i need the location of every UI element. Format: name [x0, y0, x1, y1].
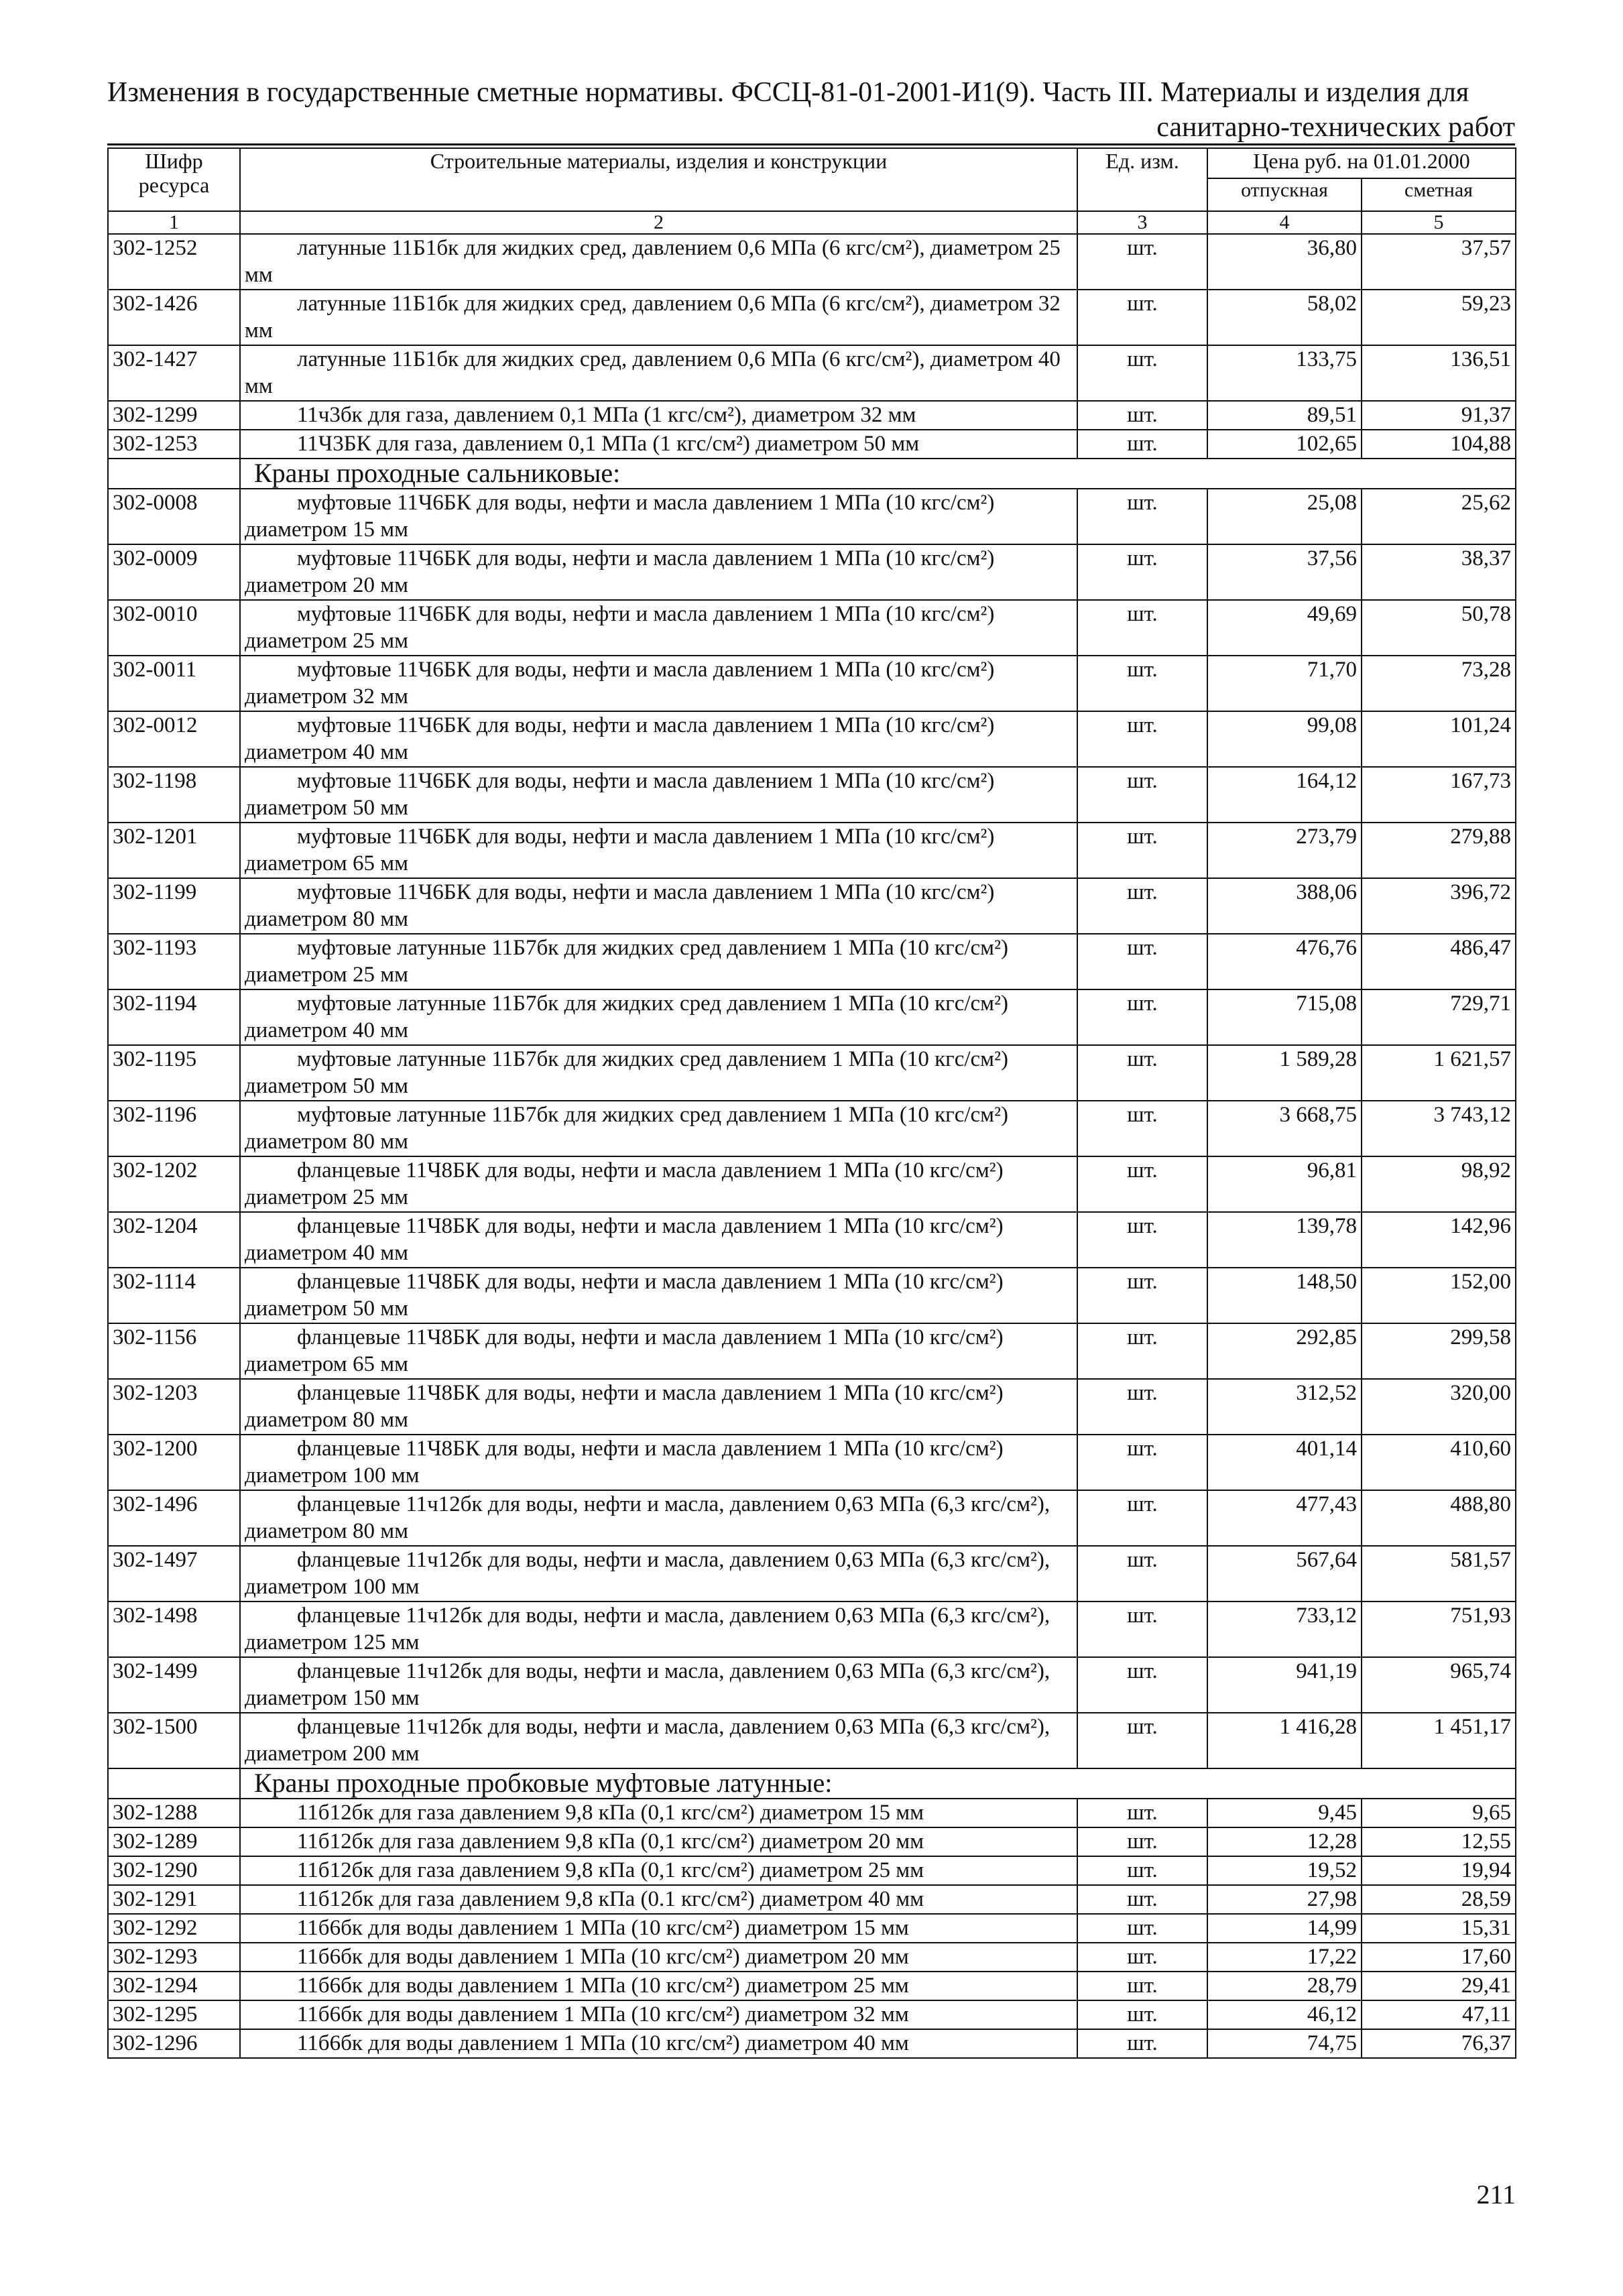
unit-of-measure: шт. — [1077, 1885, 1207, 1914]
table-row — [108, 934, 1516, 989]
unit-of-measure: шт. — [1077, 234, 1207, 290]
col-header-estimate: сметная — [1362, 178, 1516, 211]
material-name: фланцевые 11ч12бк для воды, нефти и масла, давлением 0,63 МПа (6,3 кгс/см²), диаметром 80 мм — [240, 1490, 1077, 1546]
material-name: муфтовые 11Ч6БК для воды, нефти и масла давлением 1 МПа (10 кгс/см²) диаметром 32 мм — [240, 656, 1077, 711]
resource-code: 302-1496 — [108, 1490, 240, 1546]
table-row — [108, 1602, 1516, 1657]
group-header-row — [108, 1768, 1516, 1799]
release-price: 941,19 — [1207, 1657, 1362, 1713]
table-row — [108, 1379, 1516, 1435]
estimate-price: 76,37 — [1362, 2029, 1516, 2058]
estimate-price: 152,00 — [1362, 1268, 1516, 1323]
material-name: 11б6бк для воды давлением 1 МПа (10 кгс/см²) диаметром 32 мм — [240, 2000, 1077, 2029]
estimate-price: 15,31 — [1362, 1914, 1516, 1943]
material-name: фланцевые 11ч12бк для воды, нефти и масла, давлением 0,63 МПа (6,3 кгс/см²), диаметром 100 мм — [240, 1546, 1077, 1602]
material-name: 11б12бк для газа давлением 9,8 кПа (0,1 кгс/см²) диаметром 15 мм — [240, 1799, 1077, 1827]
material-name: фланцевые 11Ч8БК для воды, нефти и масла давлением 1 МПа (10 кгс/см²) диаметром 50 мм — [240, 1268, 1077, 1323]
resource-code: 302-0008 — [108, 489, 240, 544]
material-name: 11б12бк для газа давлением 9,8 кПа (0.1 кгс/см²) диаметром 40 мм — [240, 1885, 1077, 1914]
resource-code: 302-1500 — [108, 1713, 240, 1768]
release-price: 36,80 — [1207, 234, 1362, 290]
table-row — [108, 1268, 1516, 1323]
release-price: 401,14 — [1207, 1435, 1362, 1490]
table-row — [108, 656, 1516, 711]
unit-of-measure: шт. — [1077, 1799, 1207, 1827]
unit-of-measure: шт. — [1077, 1435, 1207, 1490]
release-price: 37,56 — [1207, 544, 1362, 600]
release-price: 1 589,28 — [1207, 1045, 1362, 1101]
release-price: 477,43 — [1207, 1490, 1362, 1546]
resource-code: 302-1114 — [108, 1268, 240, 1323]
release-price: 476,76 — [1207, 934, 1362, 989]
col-number: 3 — [1077, 211, 1207, 234]
release-price: 27,98 — [1207, 1885, 1362, 1914]
column-number-row — [108, 211, 1516, 234]
resource-code: 302-1426 — [108, 290, 240, 345]
resource-code: 302-1156 — [108, 1323, 240, 1379]
unit-of-measure: шт. — [1077, 345, 1207, 401]
estimate-price: 965,74 — [1362, 1657, 1516, 1713]
unit-of-measure: шт. — [1077, 878, 1207, 934]
unit-of-measure: шт. — [1077, 1856, 1207, 1885]
material-name: муфтовые латунные 11Б7бк для жидких сред давлением 1 МПа (10 кгс/см²) диаметром 50 мм — [240, 1045, 1077, 1101]
unit-of-measure: шт. — [1077, 1602, 1207, 1657]
release-price: 102,65 — [1207, 430, 1362, 459]
resource-code: 302-1288 — [108, 1799, 240, 1827]
unit-of-measure: шт. — [1077, 767, 1207, 823]
resource-code: 302-1427 — [108, 345, 240, 401]
table-row — [108, 1799, 1516, 1827]
unit-of-measure: шт. — [1077, 656, 1207, 711]
release-price: 133,75 — [1207, 345, 1362, 401]
resource-code: 302-1295 — [108, 2000, 240, 2029]
material-name: муфтовые 11Ч6БК для воды, нефти и масла давлением 1 МПа (10 кгс/см²) диаметром 40 мм — [240, 711, 1077, 767]
table-row — [108, 1856, 1516, 1885]
header-rule — [107, 143, 1515, 145]
col-number: 5 — [1362, 211, 1516, 234]
material-name: муфтовые 11Ч6БК для воды, нефти и масла давлением 1 МПа (10 кгс/см²) диаметром 15 мм — [240, 489, 1077, 544]
estimate-price: 59,23 — [1362, 290, 1516, 345]
unit-of-measure: шт. — [1077, 1546, 1207, 1602]
material-name: фланцевые 11Ч8БК для воды, нефти и масла давлением 1 МПа (10 кгс/см²) диаметром 65 мм — [240, 1323, 1077, 1379]
table-row — [108, 1972, 1516, 2000]
resource-code: 302-1498 — [108, 1602, 240, 1657]
group-code-cell — [108, 1768, 240, 1799]
estimate-price: 410,60 — [1362, 1435, 1516, 1490]
col-header-code: Шифр ресурса — [108, 148, 240, 211]
unit-of-measure: шт. — [1077, 489, 1207, 544]
material-name: муфтовые латунные 11Б7бк для жидких сред давлением 1 МПа (10 кгс/см²) диаметром 40 мм — [240, 989, 1077, 1045]
table-row — [108, 489, 1516, 544]
resource-code: 302-0012 — [108, 711, 240, 767]
release-price: 74,75 — [1207, 2029, 1362, 2058]
resource-code: 302-1196 — [108, 1101, 240, 1156]
page-number: 211 — [1476, 2179, 1516, 2210]
unit-of-measure: шт. — [1077, 1827, 1207, 1856]
unit-of-measure: шт. — [1077, 1657, 1207, 1713]
material-name: фланцевые 11ч12бк для воды, нефти и масла, давлением 0,63 МПа (6,3 кгс/см²), диаметром 125 мм — [240, 1602, 1077, 1657]
estimate-price: 320,00 — [1362, 1379, 1516, 1435]
unit-of-measure: шт. — [1077, 1323, 1207, 1379]
unit-of-measure: шт. — [1077, 1212, 1207, 1268]
unit-of-measure: шт. — [1077, 401, 1207, 430]
release-price: 567,64 — [1207, 1546, 1362, 1602]
release-price: 58,02 — [1207, 290, 1362, 345]
unit-of-measure: шт. — [1077, 1943, 1207, 1972]
table-row — [108, 1914, 1516, 1943]
resource-code: 302-1497 — [108, 1546, 240, 1602]
unit-of-measure: шт. — [1077, 1045, 1207, 1101]
estimate-price: 98,92 — [1362, 1156, 1516, 1212]
group-title: Краны проходные пробковые муфтовые латунные: — [240, 1768, 1516, 1799]
release-price: 9,45 — [1207, 1799, 1362, 1827]
resource-code: 302-1292 — [108, 1914, 240, 1943]
resource-code: 302-1252 — [108, 234, 240, 290]
col-number: 4 — [1207, 211, 1362, 234]
estimate-price: 167,73 — [1362, 767, 1516, 823]
unit-of-measure: шт. — [1077, 1156, 1207, 1212]
release-price: 1 416,28 — [1207, 1713, 1362, 1768]
table-row — [108, 1212, 1516, 1268]
material-name: 11б12бк для газа давлением 9,8 кПа (0,1 кгс/см²) диаметром 20 мм — [240, 1827, 1077, 1856]
table-row — [108, 1885, 1516, 1914]
table-row — [108, 401, 1516, 430]
table-row — [108, 430, 1516, 459]
release-price: 19,52 — [1207, 1856, 1362, 1885]
release-price: 139,78 — [1207, 1212, 1362, 1268]
table-row — [108, 711, 1516, 767]
resource-code: 302-1253 — [108, 430, 240, 459]
table-row — [108, 1490, 1516, 1546]
resource-code: 302-1299 — [108, 401, 240, 430]
estimate-price: 142,96 — [1362, 1212, 1516, 1268]
resource-code: 302-1194 — [108, 989, 240, 1045]
group-header-row — [108, 459, 1516, 489]
release-price: 733,12 — [1207, 1602, 1362, 1657]
table-row — [108, 1943, 1516, 1972]
resource-code: 302-1195 — [108, 1045, 240, 1101]
resource-code: 302-1203 — [108, 1379, 240, 1435]
col-header-release: отпускная — [1207, 178, 1362, 211]
estimate-price: 1 621,57 — [1362, 1045, 1516, 1101]
unit-of-measure: шт. — [1077, 1379, 1207, 1435]
estimate-price: 299,58 — [1362, 1323, 1516, 1379]
resource-code: 302-1198 — [108, 767, 240, 823]
resource-code: 302-1296 — [108, 2029, 240, 2058]
table-row — [108, 1827, 1516, 1856]
resource-code: 302-1202 — [108, 1156, 240, 1212]
material-name: фланцевые 11Ч8БК для воды, нефти и масла давлением 1 МПа (10 кгс/см²) диаметром 80 мм — [240, 1379, 1077, 1435]
table-row — [108, 600, 1516, 656]
material-name: 11б6бк для воды давлением 1 МПа (10 кгс/см²) диаметром 40 мм — [240, 2029, 1077, 2058]
estimate-price: 488,80 — [1362, 1490, 1516, 1546]
release-price: 164,12 — [1207, 767, 1362, 823]
estimate-price: 486,47 — [1362, 934, 1516, 989]
estimate-price: 1 451,17 — [1362, 1713, 1516, 1768]
table-row — [108, 1435, 1516, 1490]
estimate-price: 279,88 — [1362, 823, 1516, 878]
table-row — [108, 345, 1516, 401]
material-name: фланцевые 11ч12бк для воды, нефти и масла, давлением 0,63 МПа (6,3 кгс/см²), диаметром 200 мм — [240, 1713, 1077, 1768]
estimate-price: 9,65 — [1362, 1799, 1516, 1827]
release-price: 148,50 — [1207, 1268, 1362, 1323]
release-price: 292,85 — [1207, 1323, 1362, 1379]
table-row — [108, 878, 1516, 934]
group-code-cell — [108, 459, 240, 489]
unit-of-measure: шт. — [1077, 711, 1207, 767]
release-price: 89,51 — [1207, 401, 1362, 430]
col-number: 2 — [240, 211, 1077, 234]
material-name: муфтовые 11Ч6БК для воды, нефти и масла давлением 1 МПа (10 кгс/см²) диаметром 65 мм — [240, 823, 1077, 878]
estimate-price: 136,51 — [1362, 345, 1516, 401]
estimate-price: 12,55 — [1362, 1827, 1516, 1856]
table-row — [108, 989, 1516, 1045]
unit-of-measure: шт. — [1077, 430, 1207, 459]
group-title: Краны проходные сальниковые: — [240, 459, 1516, 489]
unit-of-measure: шт. — [1077, 2000, 1207, 2029]
material-name: муфтовые 11Ч6БК для воды, нефти и масла давлением 1 МПа (10 кгс/см²) диаметром 80 мм — [240, 878, 1077, 934]
material-name: латунные 11Б1бк для жидких сред, давлением 0,6 МПа (6 кгс/см²), диаметром 32 мм — [240, 290, 1077, 345]
release-price: 46,12 — [1207, 2000, 1362, 2029]
resource-code: 302-0009 — [108, 544, 240, 600]
release-price: 3 668,75 — [1207, 1101, 1362, 1156]
unit-of-measure: шт. — [1077, 1490, 1207, 1546]
material-name: латунные 11Б1бк для жидких сред, давлением 0,6 МПа (6 кгс/см²), диаметром 40 мм — [240, 345, 1077, 401]
page-header — [107, 75, 1515, 145]
resource-code: 302-1293 — [108, 1943, 240, 1972]
material-name: 11б6бк для воды давлением 1 МПа (10 кгс/см²) диаметром 15 мм — [240, 1914, 1077, 1943]
table-row — [108, 544, 1516, 600]
unit-of-measure: шт. — [1077, 989, 1207, 1045]
table-row — [108, 1156, 1516, 1212]
unit-of-measure: шт. — [1077, 1914, 1207, 1943]
material-name: 11Ч3БК для газа, давлением 0,1 МПа (1 кгс/см²) диаметром 50 мм — [240, 430, 1077, 459]
estimate-price: 396,72 — [1362, 878, 1516, 934]
resource-code: 302-0010 — [108, 600, 240, 656]
release-price: 14,99 — [1207, 1914, 1362, 1943]
table-row — [108, 2029, 1516, 2058]
estimate-price: 581,57 — [1362, 1546, 1516, 1602]
release-price: 312,52 — [1207, 1379, 1362, 1435]
material-name: латунные 11Б1бк для жидких сред, давлением 0,6 МПа (6 кгс/см²), диаметром 25 мм — [240, 234, 1077, 290]
estimate-price: 91,37 — [1362, 401, 1516, 430]
release-price: 273,79 — [1207, 823, 1362, 878]
release-price: 71,70 — [1207, 656, 1362, 711]
material-name: муфтовые латунные 11Б7бк для жидких сред давлением 1 МПа (10 кгс/см²) диаметром 80 мм — [240, 1101, 1077, 1156]
table-row — [108, 290, 1516, 345]
col-number: 1 — [108, 211, 240, 234]
material-name: фланцевые 11Ч8БК для воды, нефти и масла давлением 1 МПа (10 кгс/см²) диаметром 25 мм — [240, 1156, 1077, 1212]
unit-of-measure: шт. — [1077, 544, 1207, 600]
table-body — [108, 234, 1516, 2058]
unit-of-measure: шт. — [1077, 1713, 1207, 1768]
material-name: муфтовые латунные 11Б7бк для жидких сред давлением 1 МПа (10 кгс/см²) диаметром 25 мм — [240, 934, 1077, 989]
estimate-price: 751,93 — [1362, 1602, 1516, 1657]
material-name: муфтовые 11Ч6БК для воды, нефти и масла давлением 1 МПа (10 кгс/см²) диаметром 20 мм — [240, 544, 1077, 600]
unit-of-measure: шт. — [1077, 1972, 1207, 2000]
release-price: 715,08 — [1207, 989, 1362, 1045]
estimate-price: 17,60 — [1362, 1943, 1516, 1972]
material-name: 11б6бк для воды давлением 1 МПа (10 кгс/см²) диаметром 20 мм — [240, 1943, 1077, 1972]
estimate-price: 19,94 — [1362, 1856, 1516, 1885]
resource-code: 302-0011 — [108, 656, 240, 711]
table-row — [108, 1657, 1516, 1713]
resource-code: 302-1294 — [108, 1972, 240, 2000]
table-row — [108, 2000, 1516, 2029]
col-header-unit: Ед. изм. — [1077, 148, 1207, 211]
header-title-line2: санитарно-технических работ — [1156, 112, 1515, 143]
release-price: 49,69 — [1207, 600, 1362, 656]
resource-code: 302-1201 — [108, 823, 240, 878]
table-row — [108, 1546, 1516, 1602]
estimate-price: 38,37 — [1362, 544, 1516, 600]
estimate-price: 101,24 — [1362, 711, 1516, 767]
estimate-price: 37,57 — [1362, 234, 1516, 290]
material-name: 11ч3бк для газа, давлением 0,1 МПа (1 кгс/см²), диаметром 32 мм — [240, 401, 1077, 430]
estimate-price: 28,59 — [1362, 1885, 1516, 1914]
material-name: 11б12бк для газа давлением 9,8 кПа (0,1 кгс/см²) диаметром 25 мм — [240, 1856, 1077, 1885]
unit-of-measure: шт. — [1077, 934, 1207, 989]
table-row — [108, 823, 1516, 878]
estimate-price: 104,88 — [1362, 430, 1516, 459]
unit-of-measure: шт. — [1077, 823, 1207, 878]
release-price: 99,08 — [1207, 711, 1362, 767]
resource-code: 302-1499 — [108, 1657, 240, 1713]
table-row — [108, 1101, 1516, 1156]
material-name: фланцевые 11Ч8БК для воды, нефти и масла давлением 1 МПа (10 кгс/см²) диаметром 100 мм — [240, 1435, 1077, 1490]
table-row — [108, 1323, 1516, 1379]
release-price: 96,81 — [1207, 1156, 1362, 1212]
col-header-name: Строительные материалы, изделия и конструкции — [240, 148, 1077, 211]
release-price: 28,79 — [1207, 1972, 1362, 2000]
resource-code: 302-1200 — [108, 1435, 240, 1490]
resource-code: 302-1290 — [108, 1856, 240, 1885]
unit-of-measure: шт. — [1077, 2029, 1207, 2058]
estimate-price: 50,78 — [1362, 600, 1516, 656]
table-row — [108, 1713, 1516, 1768]
table-row — [108, 1045, 1516, 1101]
release-price: 25,08 — [1207, 489, 1362, 544]
estimate-price: 29,41 — [1362, 1972, 1516, 2000]
unit-of-measure: шт. — [1077, 600, 1207, 656]
estimate-price: 3 743,12 — [1362, 1101, 1516, 1156]
resource-code: 302-1289 — [108, 1827, 240, 1856]
release-price: 17,22 — [1207, 1943, 1362, 1972]
materials-price-table — [107, 147, 1516, 2059]
resource-code: 302-1204 — [108, 1212, 240, 1268]
unit-of-measure: шт. — [1077, 1101, 1207, 1156]
estimate-price: 729,71 — [1362, 989, 1516, 1045]
resource-code: 302-1199 — [108, 878, 240, 934]
release-price: 12,28 — [1207, 1827, 1362, 1856]
material-name: фланцевые 11Ч8БК для воды, нефти и масла давлением 1 МПа (10 кгс/см²) диаметром 40 мм — [240, 1212, 1077, 1268]
resource-code: 302-1193 — [108, 934, 240, 989]
material-name: муфтовые 11Ч6БК для воды, нефти и масла давлением 1 МПа (10 кгс/см²) диаметром 50 мм — [240, 767, 1077, 823]
estimate-price: 73,28 — [1362, 656, 1516, 711]
unit-of-measure: шт. — [1077, 290, 1207, 345]
estimate-price: 47,11 — [1362, 2000, 1516, 2029]
estimate-price: 25,62 — [1362, 489, 1516, 544]
table-row — [108, 234, 1516, 290]
table-row — [108, 767, 1516, 823]
unit-of-measure: шт. — [1077, 1268, 1207, 1323]
material-name: 11б6бк для воды давлением 1 МПа (10 кгс/см²) диаметром 25 мм — [240, 1972, 1077, 2000]
col-header-price: Цена руб. на 01.01.2000 — [1207, 148, 1516, 178]
material-name: муфтовые 11Ч6БК для воды, нефти и масла давлением 1 МПа (10 кгс/см²) диаметром 25 мм — [240, 600, 1077, 656]
material-name: фланцевые 11ч12бк для воды, нефти и масла, давлением 0,63 МПа (6,3 кгс/см²), диаметром 150 мм — [240, 1657, 1077, 1713]
resource-code: 302-1291 — [108, 1885, 240, 1914]
release-price: 388,06 — [1207, 878, 1362, 934]
header-title-line1: Изменения в государственные сметные нормативы. ФССЦ-81-01-2001-И1(9). Часть III. Материалы и изделия для — [107, 77, 1469, 108]
